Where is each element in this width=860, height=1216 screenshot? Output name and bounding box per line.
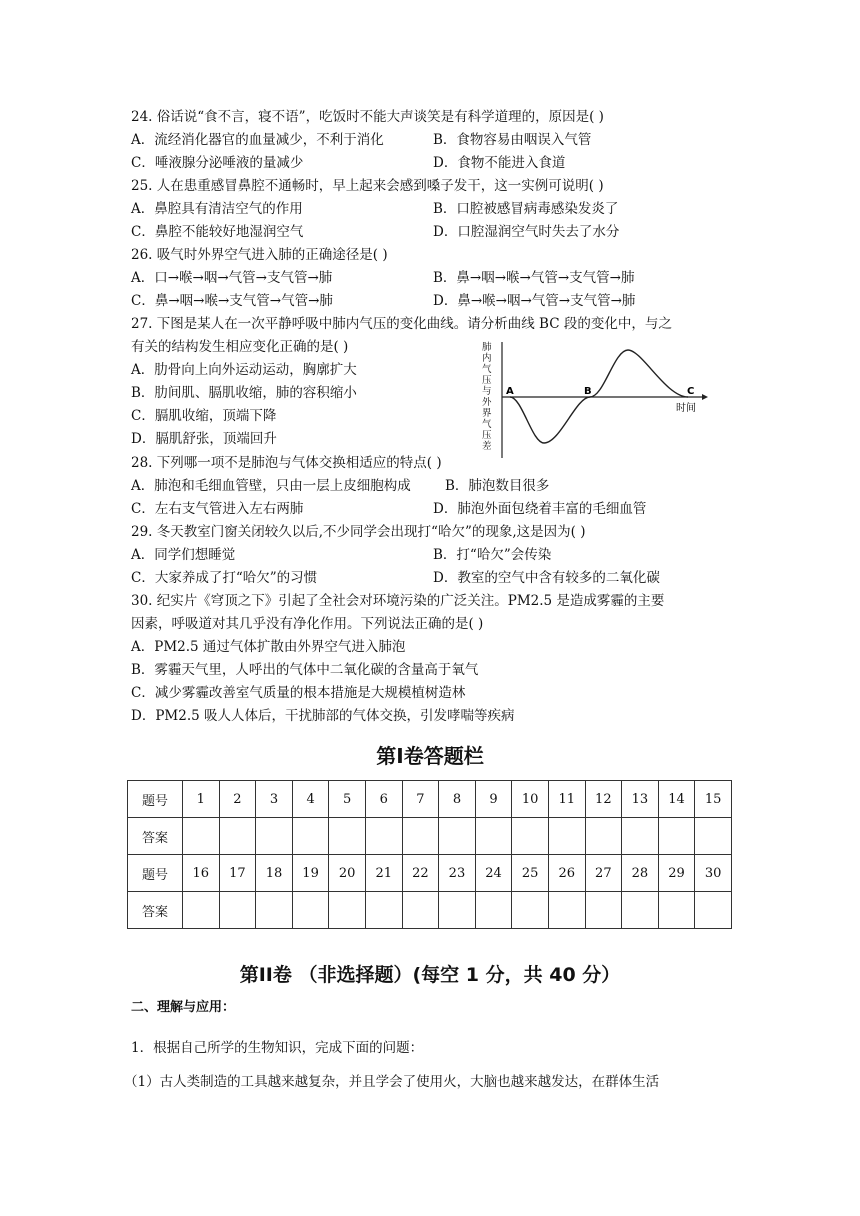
q28-option-a: A．肺泡和毛细血管壁，只由一层上皮细胞构成 [131, 478, 411, 494]
q28-option-d: D．肺泡外面包绕着丰富的毛细血管 [433, 501, 647, 517]
q24-stem: 24. 俗话说“食不言，寝不语”，吃饭时不能大声谈笑是有科学道理的，原因是( ) [131, 109, 604, 125]
question-number-cell: 4 [292, 781, 329, 818]
table-row-answers-1 [128, 818, 732, 855]
q27-option-c: C．膈肌收缩，顶端下降 [131, 408, 277, 424]
q27-option-b: B．肋间肌、膈肌收缩，肺的容积缩小 [131, 385, 357, 401]
part2-title: 第II卷 （非选择题）(每空 1 分，共 40 分） [239, 964, 621, 986]
question-number-cell: 20 [329, 855, 366, 892]
answer-cell[interactable] [622, 892, 659, 929]
q26-option-d: D．鼻→喉→咽→气管→支气管→肺 [433, 293, 636, 309]
q29-option-c: C．大家养成了打“哈欠”的习惯 [131, 570, 318, 586]
q26-option-a: A．口→喉→咽→气管→支气管→肺 [131, 270, 333, 286]
point-label-c: C [687, 386, 695, 397]
table-row-numbers-2 [128, 855, 732, 892]
question-number-cell: 6 [365, 781, 402, 818]
q29-option-a: A．同学们想睡觉 [131, 547, 236, 563]
question-number-cell: 14 [658, 781, 695, 818]
section-heading: 二、理解与应用： [131, 1000, 236, 1015]
q26-stem: 26. 吸气时外界空气进入肺的正确途径是( ) [131, 247, 388, 263]
answer-cell[interactable] [256, 892, 293, 929]
question-number-cell: 30 [695, 855, 732, 892]
answer-cell[interactable] [439, 892, 476, 929]
answer-cell[interactable] [292, 892, 329, 929]
question-number-cell: 5 [329, 781, 366, 818]
q25-stem: 25. 人在患重感冒鼻腔不通畅时，早上起来会感到嗓子发干，这一实例可说明( ) [131, 178, 604, 194]
answer-cell[interactable] [329, 892, 366, 929]
answer-cell[interactable] [658, 892, 695, 929]
q24-option-d: D．食物不能进入食道 [433, 155, 566, 171]
question-number-cell: 27 [585, 855, 622, 892]
q30-option-b: B．雾霾天气里，人呼出的气体中二氧化碳的含量高于氧气 [131, 662, 479, 678]
question-number-cell: 21 [365, 855, 402, 892]
q28-option-b: B．肺泡数目很多 [445, 478, 550, 494]
q29-option-b: B．打“哈欠”会传染 [433, 547, 552, 563]
question-number-cell: 1 [183, 781, 220, 818]
q30-stem-line1: 30. 纪实片《穹顶之下》引起了全社会对环境污染的广泛关注。PM2.5 是造成雾霾的主要 [131, 593, 665, 609]
point-label-b: B [584, 386, 592, 397]
q28-option-c: C．左右支气管进入左右两肺 [131, 501, 304, 517]
row-label-number: 题号 [128, 855, 183, 892]
q27-option-a: A．肋骨向上向外运动运动，胸廓扩大 [131, 362, 357, 378]
answer-cell[interactable] [622, 818, 659, 855]
question-number-cell: 11 [548, 781, 585, 818]
question-number-cell: 7 [402, 781, 439, 818]
part2-q1-sub1: （1）古人类制造的工具越来越复杂，并且学会了使用火，大脑也越来越发达，在群体生活 [124, 1074, 660, 1090]
question-number-cell: 9 [475, 781, 512, 818]
answer-cell[interactable] [512, 892, 549, 929]
question-number-cell: 23 [439, 855, 476, 892]
answer-cell[interactable] [402, 818, 439, 855]
answer-cell[interactable] [402, 892, 439, 929]
table-row-answers-2 [128, 892, 732, 929]
answer-cell[interactable] [183, 818, 220, 855]
answer-section-title: 第I卷答题栏 [376, 744, 484, 768]
question-number-cell: 12 [585, 781, 622, 818]
q28-stem: 28. 下列哪一项不是肺泡与气体交换相适应的特点( ) [131, 455, 442, 471]
q25-option-c: C．鼻腔不能较好地湿润空气 [131, 224, 304, 240]
q25-option-b: B．口腔被感冒病毒感染发炎了 [433, 201, 619, 217]
y-axis-label: 肺内气压与外界气压差 [482, 342, 492, 452]
q30-option-c: C．减少雾霾改善室气质量的根本措施是大规模植树造林 [131, 685, 466, 701]
answer-cell[interactable] [695, 892, 732, 929]
answer-cell[interactable] [512, 818, 549, 855]
pressure-curve-chart [480, 340, 710, 460]
q24-option-c: C．唾液腺分泌唾液的量减少 [131, 155, 304, 171]
q24-option-b: B．食物容易由咽误入气管 [433, 132, 592, 148]
answer-cell[interactable] [585, 818, 622, 855]
answer-cell[interactable] [292, 818, 329, 855]
q24-option-a: A．流经消化器官的血量减少，不利于消化 [131, 132, 384, 148]
question-number-cell: 24 [475, 855, 512, 892]
answer-cell[interactable] [183, 892, 220, 929]
q30-option-d: D．PM2.5 吸人人体后，干扰肺部的气体交换，引发哮喘等疾病 [131, 708, 515, 724]
row-label-number: 题号 [128, 781, 183, 818]
q27-stem-line2: 有关的结构发生相应变化正确的是( ) [131, 339, 349, 355]
question-number-cell: 25 [512, 855, 549, 892]
answer-cell[interactable] [585, 892, 622, 929]
q29-stem: 29. 冬天教室门窗关闭较久以后,不少同学会出现打“哈欠”的现象,这是因为( ) [131, 524, 586, 540]
answer-cell[interactable] [658, 818, 695, 855]
question-number-cell: 18 [256, 855, 293, 892]
q30-option-a: A．PM2.5 通过气体扩散由外界空气进入肺泡 [131, 639, 406, 655]
answer-cell[interactable] [365, 818, 402, 855]
answer-cell[interactable] [365, 892, 402, 929]
q25-option-a: A．鼻腔具有清洁空气的作用 [131, 201, 303, 217]
q26-option-b: B．鼻→咽→喉→气管→支气管→肺 [433, 270, 635, 286]
answer-cell[interactable] [548, 892, 585, 929]
point-label-a: A [506, 386, 514, 397]
answer-cell[interactable] [695, 818, 732, 855]
answer-cell[interactable] [475, 818, 512, 855]
question-number-cell: 26 [548, 855, 585, 892]
q27-stem-line1: 27. 下图是某人在一次平静呼吸中肺内气压的变化曲线。请分析曲线 BC 段的变化中，与之 [131, 316, 672, 332]
question-number-cell: 17 [219, 855, 256, 892]
answer-table [127, 780, 732, 929]
x-axis-label: 时间 [676, 403, 696, 414]
question-number-cell: 2 [219, 781, 256, 818]
table-row-numbers-1 [128, 781, 732, 818]
question-number-cell: 10 [512, 781, 549, 818]
answer-cell[interactable] [219, 892, 256, 929]
answer-cell[interactable] [475, 892, 512, 929]
answer-cell[interactable] [219, 818, 256, 855]
question-number-cell: 28 [622, 855, 659, 892]
answer-cell[interactable] [548, 818, 585, 855]
q30-stem-line2: 因素，呼吸道对其几乎没有净化作用。下列说法正确的是( ) [131, 616, 484, 632]
q26-option-c: C．鼻→咽→喉→支气管→气管→肺 [131, 293, 333, 309]
answer-cell[interactable] [256, 818, 293, 855]
answer-cell[interactable] [329, 818, 366, 855]
q27-option-d: D．膈肌舒张，顶端回升 [131, 431, 277, 447]
q25-option-d: D．口腔湿润空气时失去了水分 [433, 224, 620, 240]
part2-q1: 1．根据自己所学的生物知识，完成下面的问题： [131, 1040, 424, 1056]
q29-option-d: D．教室的空气中含有较多的二氧化碳 [433, 570, 660, 586]
row-label-answer: 答案 [128, 818, 183, 855]
question-number-cell: 29 [658, 855, 695, 892]
question-number-cell: 15 [695, 781, 732, 818]
question-number-cell: 3 [256, 781, 293, 818]
question-number-cell: 19 [292, 855, 329, 892]
x-axis-arrow [702, 394, 708, 400]
question-number-cell: 22 [402, 855, 439, 892]
row-label-answer: 答案 [128, 892, 183, 929]
answer-cell[interactable] [439, 818, 476, 855]
question-number-cell: 13 [622, 781, 659, 818]
question-number-cell: 16 [183, 855, 220, 892]
question-number-cell: 8 [439, 781, 476, 818]
